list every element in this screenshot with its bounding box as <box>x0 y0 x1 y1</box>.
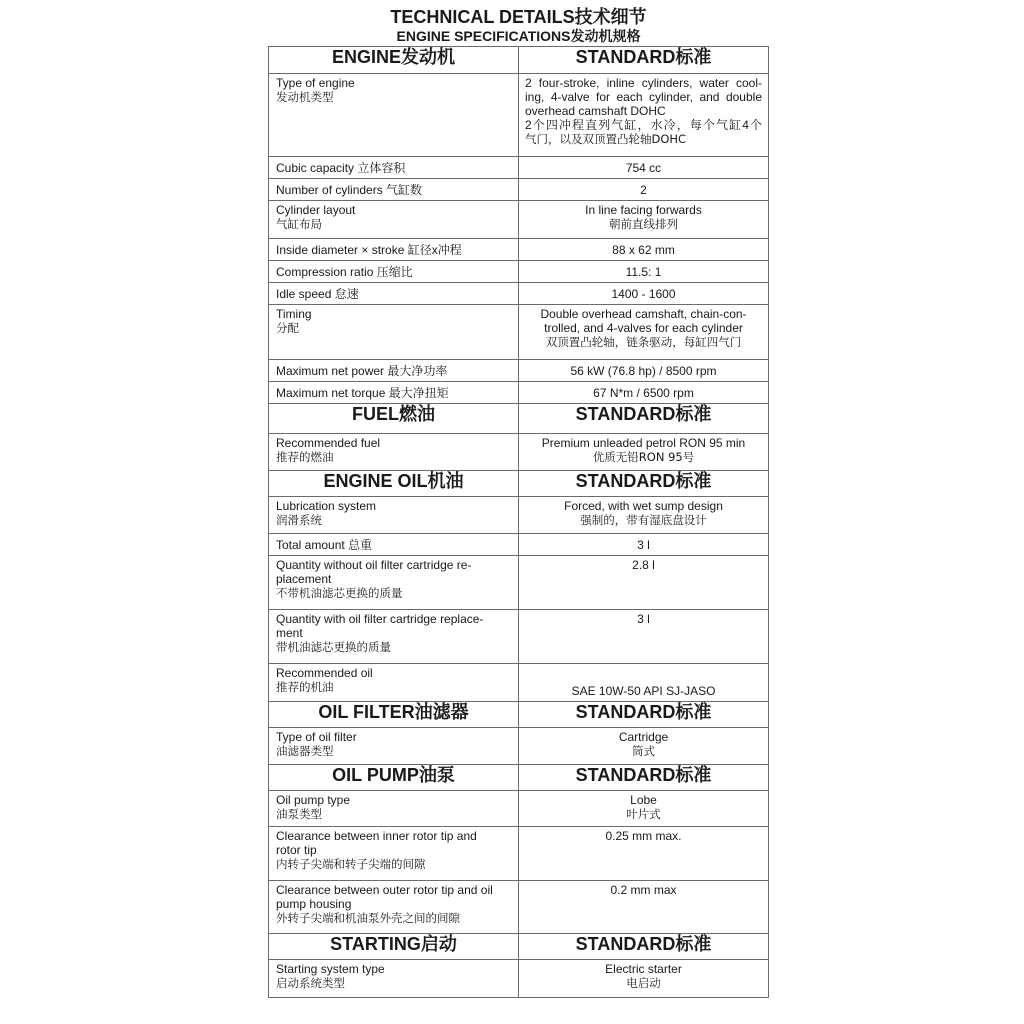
spec-row <box>269 179 769 201</box>
spec-value-line: 强制的，带有湿底盘设计 <box>580 513 707 527</box>
spec-label <box>269 960 519 998</box>
spec-table <box>268 46 769 998</box>
spec-label-line: Maximum net power 最大净功率 <box>276 363 448 378</box>
spec-label-line: 带机油滤芯更换的质量 <box>276 640 391 654</box>
title-block <box>268 6 769 46</box>
spec-label <box>269 382 519 404</box>
spec-label-line: 油滤器类型 <box>276 744 334 758</box>
spec-value-line: 67 N*m / 6500 rpm <box>593 385 694 400</box>
spec-row <box>269 728 769 765</box>
spec-value-line: 筒式 <box>632 744 655 758</box>
section-heading: ENGINE OIL机油 <box>269 471 519 497</box>
spec-label-line: Recommended oil <box>276 666 373 680</box>
section-header-row <box>269 404 769 434</box>
spec-label-line: Type of oil filter <box>276 730 357 744</box>
spec-value-line: 11.5: 1 <box>625 264 662 279</box>
spec-label-line: Maximum net torque 最大净扭矩 <box>276 385 449 400</box>
spec-label <box>269 881 519 934</box>
spec-value-line: 56 kW (76.8 hp) / 8500 rpm <box>570 363 717 378</box>
spec-value-line: 叶片式 <box>626 807 661 821</box>
spec-value <box>519 664 769 702</box>
spec-value <box>519 382 769 404</box>
spec-label-line: Idle speed 怠速 <box>276 286 359 301</box>
spec-value-line: 3 l <box>637 612 650 626</box>
spec-value-line: SAE 10W-50 API SJ-JASO <box>571 684 716 698</box>
spec-value <box>519 283 769 305</box>
spec-label-line: Clearance between outer rotor tip and oil <box>276 883 493 897</box>
spec-label <box>269 610 519 664</box>
spec-row <box>269 664 769 702</box>
section-header-row <box>269 47 769 74</box>
spec-label <box>269 74 519 157</box>
spec-value <box>519 157 769 179</box>
spec-row <box>269 791 769 827</box>
spec-label-line: Starting system type <box>276 962 385 976</box>
spec-row <box>269 610 769 664</box>
spec-value-line: overhead camshaft DOHC <box>525 104 666 118</box>
spec-value-line: Lobe <box>630 793 657 807</box>
spec-label <box>269 791 519 827</box>
spec-label-line: 推荐的机油 <box>276 680 334 694</box>
section-heading: OIL PUMP油泵 <box>269 765 519 791</box>
section-heading: STARTING启动 <box>269 934 519 960</box>
spec-label-line: pump housing <box>276 897 352 911</box>
section-header-row <box>269 765 769 791</box>
spec-label <box>269 827 519 881</box>
spec-value <box>519 261 769 283</box>
spec-row <box>269 497 769 534</box>
spec-value-line: 754 cc <box>625 160 662 175</box>
spec-label-line: ment <box>276 626 303 640</box>
spec-label-line: Quantity without oil filter cartridge re- <box>276 558 472 572</box>
spec-label-line: Oil pump type <box>276 793 351 807</box>
spec-label-line: 不带机油滤芯更换的质量 <box>276 586 403 600</box>
spec-value <box>519 534 769 556</box>
spec-row <box>269 434 769 471</box>
spec-label-line: Lubrication system <box>276 499 377 513</box>
spec-label <box>269 157 519 179</box>
spec-value-line: Premium unleaded petrol RON 95 min <box>541 436 746 450</box>
spec-value <box>519 239 769 261</box>
spec-label-line: 发动机类型 <box>276 90 334 104</box>
spec-row <box>269 556 769 610</box>
section-standard-heading: STANDARD标准 <box>519 404 769 434</box>
spec-value-line: 气门，以及双顶置凸轮轴DOHC <box>525 132 687 146</box>
spec-value-line: In line facing forwards <box>585 203 702 217</box>
spec-row <box>269 283 769 305</box>
spec-label-line: Compression ratio 压缩比 <box>276 264 413 279</box>
section-standard-heading: STANDARD标准 <box>519 47 769 74</box>
spec-row <box>269 881 769 934</box>
section-heading: FUEL燃油 <box>269 404 519 434</box>
spec-value-line: 88 x 62 mm <box>612 242 675 257</box>
spec-value <box>519 728 769 765</box>
spec-label-line: 油泵类型 <box>276 807 322 821</box>
spec-label-line: Cylinder layout <box>276 203 356 217</box>
spec-label <box>269 556 519 610</box>
spec-value-line: trolled, and 4-valves for each cylinder <box>544 321 743 335</box>
spec-value <box>519 179 769 201</box>
section-standard-heading: STANDARD标准 <box>519 765 769 791</box>
section-header-row <box>269 471 769 497</box>
spec-value-line: Double overhead camshaft, chain-con- <box>540 307 747 321</box>
spec-value <box>519 74 769 157</box>
spec-value-line: 0.2 mm max <box>610 883 677 897</box>
spec-label-line: 推荐的燃油 <box>276 450 334 464</box>
spec-row <box>269 201 769 239</box>
spec-value-line: 电启动 <box>626 976 661 990</box>
spec-label-line: 内转子尖端和转子尖端的间隙 <box>276 857 426 871</box>
spec-value-line: 2 four-stroke, inline cylinders, water cool- <box>525 76 762 90</box>
spec-label <box>269 201 519 239</box>
spec-value-line: Electric starter <box>605 962 682 976</box>
spec-value-line: 双顶置凸轮轴，链条驱动，每缸四气门 <box>545 335 742 349</box>
spec-value-line: 2 <box>640 182 647 197</box>
spec-label <box>269 283 519 305</box>
spec-value-line: Forced, with wet sump design <box>564 499 723 513</box>
spec-value-line: Cartridge <box>618 730 669 744</box>
spec-value-line: ing, 4-valve for each cylinder, and double <box>525 90 762 104</box>
page-title: TECHNICAL DETAILS技术细节 <box>390 7 647 27</box>
spec-row <box>269 534 769 556</box>
spec-value <box>519 305 769 360</box>
spec-row <box>269 157 769 179</box>
spec-value <box>519 610 769 664</box>
spec-label <box>269 360 519 382</box>
spec-label <box>269 434 519 471</box>
spec-value <box>519 434 769 471</box>
spec-label <box>269 497 519 534</box>
spec-label-line: 外转子尖端和机油泵外壳之间的间隙 <box>276 911 460 925</box>
spec-label <box>269 305 519 360</box>
spec-label-line: 气缸布局 <box>276 217 322 231</box>
spec-label-line: 分配 <box>276 321 299 335</box>
spec-row <box>269 74 769 157</box>
section-header-row <box>269 934 769 960</box>
spec-value-line: 0.25 mm max. <box>605 829 682 843</box>
spec-row <box>269 960 769 998</box>
spec-value-line: 1400 - 1600 <box>611 286 676 301</box>
spec-label-line: Number of cylinders 气缸数 <box>276 182 423 197</box>
spec-value <box>519 360 769 382</box>
spec-label-line: 启动系统类型 <box>276 976 345 990</box>
spec-label-line: rotor tip <box>276 843 317 857</box>
spec-row <box>269 360 769 382</box>
spec-label <box>269 179 519 201</box>
spec-label <box>269 239 519 261</box>
spec-row <box>269 261 769 283</box>
spec-label-line: Recommended fuel <box>276 436 381 450</box>
page-subtitle: ENGINE SPECIFICATIONS发动机规格 <box>396 28 641 44</box>
spec-label-line: Total amount 总重 <box>276 537 373 552</box>
spec-label-line: Cubic capacity 立体容积 <box>276 160 406 175</box>
spec-label <box>269 664 519 702</box>
spec-document <box>268 6 769 998</box>
section-header-row <box>269 702 769 728</box>
spec-label-line: Quantity with oil filter cartridge replace- <box>276 612 484 626</box>
section-standard-heading: STANDARD标准 <box>519 934 769 960</box>
spec-value-line: 优质无铅RON 95号 <box>592 450 695 464</box>
spec-label-line: placement <box>276 572 332 586</box>
spec-label-line: Inside diameter × stroke 缸径x冲程 <box>276 242 462 257</box>
spec-value <box>519 827 769 881</box>
spec-row <box>269 239 769 261</box>
spec-value-line: 2个四冲程直列气缸，水冷，每个气缸4个 <box>525 118 762 132</box>
spec-row <box>269 382 769 404</box>
section-standard-heading: STANDARD标准 <box>519 702 769 728</box>
spec-value <box>519 881 769 934</box>
section-heading: OIL FILTER油滤器 <box>269 702 519 728</box>
spec-value-line: 2.8 l <box>632 558 655 572</box>
spec-label-line: Timing <box>276 307 312 321</box>
spec-label-line: Type of engine <box>276 76 355 90</box>
spec-row <box>269 827 769 881</box>
spec-value-line: 朝前直线排列 <box>609 217 678 231</box>
spec-value-line: 3 l <box>637 537 650 552</box>
spec-label <box>269 534 519 556</box>
spec-label-line: Clearance between inner rotor tip and <box>276 829 477 843</box>
spec-value <box>519 497 769 534</box>
section-heading: ENGINE发动机 <box>269 47 519 74</box>
spec-label-line: 润滑系统 <box>276 513 322 527</box>
spec-row <box>269 305 769 360</box>
spec-value <box>519 791 769 827</box>
spec-label <box>269 261 519 283</box>
spec-value <box>519 201 769 239</box>
section-standard-heading: STANDARD标准 <box>519 471 769 497</box>
spec-value <box>519 960 769 998</box>
spec-label <box>269 728 519 765</box>
spec-value <box>519 556 769 610</box>
